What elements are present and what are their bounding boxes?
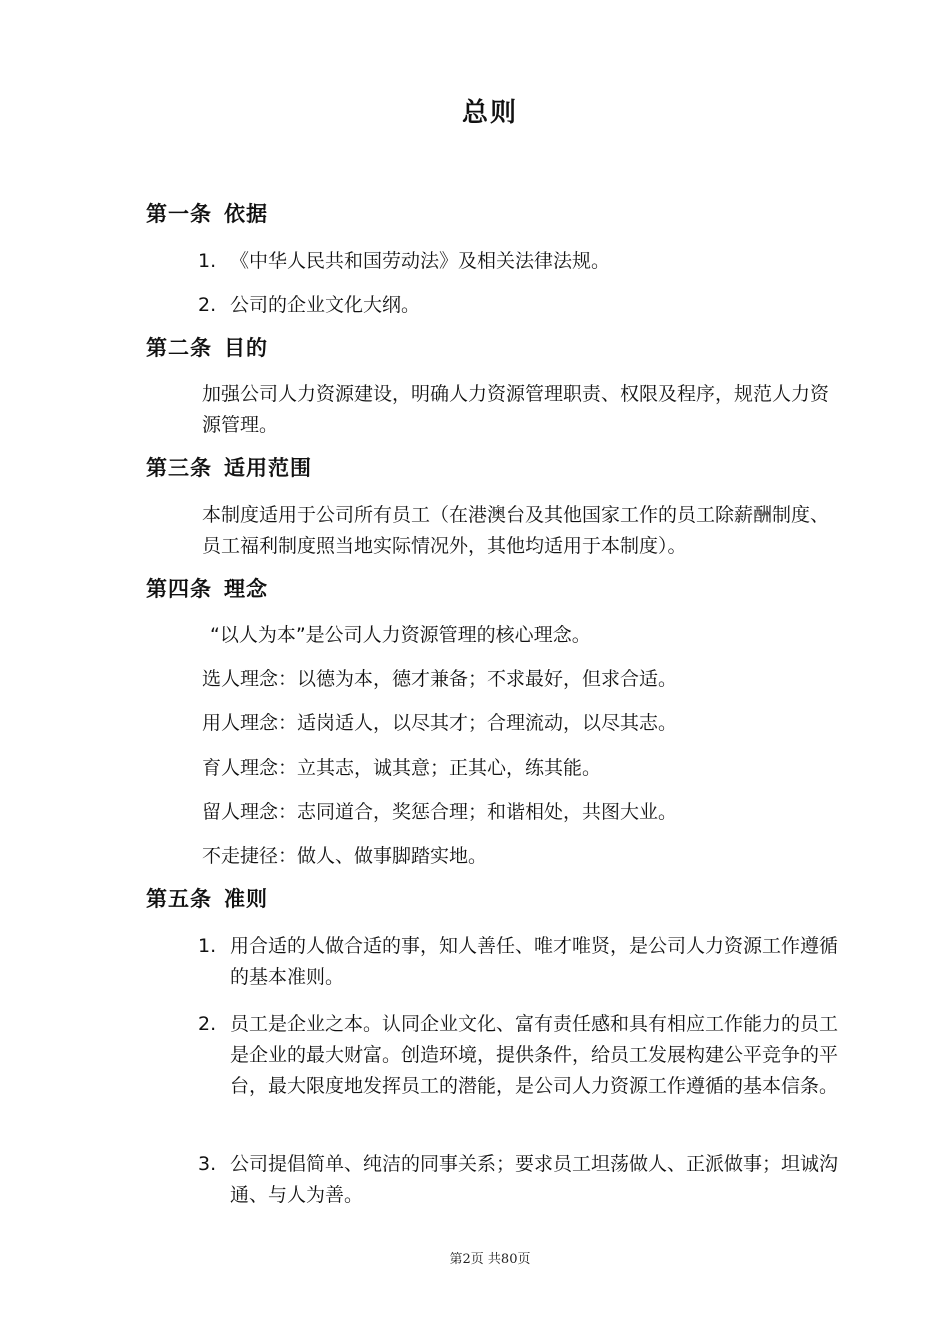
purpose-paragraph: 加强公司人力资源建设，明确人力资源管理职责、权限及程序，规范人力资源管理。	[202, 383, 830, 436]
section-number: 第三条	[146, 456, 212, 480]
list-text: 《中华人民共和国劳动法》及相关法律法规。	[230, 250, 611, 272]
section-number: 第二条	[146, 336, 212, 360]
section-name: 依据	[224, 202, 268, 226]
list-text: 员工是企业之本。认同企业文化、富有责任感和具有相应工作能力的员工是企业的最大财富。创造环境，提供条件，给员工发展构建公平竞争的平台，最大限度地发挥员工的潜能，是公司人力资源工作遵循的基本信条。	[230, 1013, 839, 1097]
list-index: 2.	[198, 294, 217, 316]
section-heading-3	[146, 452, 312, 482]
list-text: 公司的企业文化大纲。	[230, 294, 421, 316]
list-index: 2.	[198, 1013, 217, 1035]
section-heading-5	[146, 883, 268, 913]
list-text: 公司提倡简单、纯洁的同事关系；要求员工坦荡做人、正派做事；坦诚沟通、与人为善。	[230, 1153, 839, 1206]
page-title: 总则	[461, 98, 518, 128]
philosophy-line: 不走捷径：做人、做事脚踏实地。	[202, 845, 488, 867]
philosophy-line: 留人理念：志同道合，奖惩合理；和谐相处，共图大业。	[202, 801, 678, 823]
section-number: 第一条	[146, 202, 212, 226]
page-footer: 第2页 共80页	[449, 1252, 531, 1267]
philosophy-line: 育人理念：立其志，诚其意；正其心，练其能。	[202, 757, 602, 779]
list-index: 3.	[198, 1153, 217, 1175]
philosophy-line: 用人理念：适岗适人，以尽其才；合理流动，以尽其志。	[202, 712, 678, 734]
section-number: 第四条	[146, 577, 212, 601]
section-name: 目的	[224, 336, 268, 360]
scope-paragraph: 本制度适用于公司所有员工（在港澳台及其他国家工作的员工除薪酬制度、员工福利制度照当地实际情况外，其他均适用于本制度）。	[202, 504, 830, 557]
philosophy-line: “以人为本”是公司人力资源管理的核心理念。	[210, 624, 591, 646]
section-heading-4	[146, 573, 268, 603]
section-name: 理念	[224, 577, 268, 601]
section-number: 第五条	[146, 887, 212, 911]
section-heading-2	[146, 332, 268, 362]
list-index: 1.	[198, 250, 217, 272]
list-text: 用合适的人做合适的事，知人善任、唯才唯贤，是公司人力资源工作遵循的基本准则。	[230, 935, 839, 988]
philosophy-line: 选人理念：以德为本，德才兼备；不求最好，但求合适。	[202, 668, 678, 690]
list-index: 1.	[198, 935, 217, 957]
section-name: 适用范围	[224, 456, 312, 480]
section-heading-1	[146, 198, 268, 228]
section-name: 准则	[224, 887, 268, 911]
